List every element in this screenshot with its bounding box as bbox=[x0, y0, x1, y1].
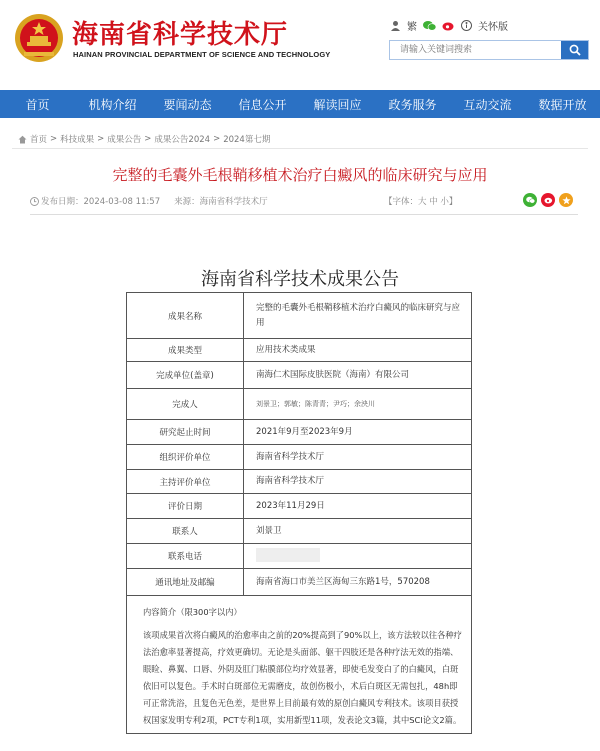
table-row bbox=[127, 519, 472, 544]
table-row bbox=[127, 420, 472, 445]
row-label: 研究起止时间 bbox=[127, 420, 244, 445]
breadcrumb-separator: > bbox=[213, 134, 221, 144]
intro-text: 该项成果首次将白癜风的治愈率由之前的20%提高到了90%以上，该方法较以往各种疗法治愈率显著提高，疗效更确切。无论是头面部、躯干四肢还是各种疗法无效的指端、眼睑、鼻翼、口唇、外阴及肛门粘膜部位均疗效显著，即使毛发变白了的白癜风，白斑依旧可以复色。手术时白斑部位无需磨皮，故创伤极小，术后白斑区无需包扎，48h即可正常洗浴，且复色无色差，是世界上目前最有效的原创白癜风专利技术。该项目获授权国家发明专利2项，PCT专利1项，实用新型11项，发表论文3篇，其中SCI论文2篇。 bbox=[143, 630, 462, 725]
row-label: 通讯地址及邮编 bbox=[127, 569, 244, 596]
user-icon[interactable] bbox=[390, 20, 401, 31]
search-button[interactable] bbox=[561, 41, 588, 59]
result-table bbox=[126, 292, 472, 734]
main-nav bbox=[0, 90, 600, 118]
redacted-phone bbox=[256, 548, 320, 562]
divider bbox=[12, 148, 588, 149]
wechat-icon[interactable] bbox=[423, 20, 436, 31]
row-label: 成果名称 bbox=[127, 293, 244, 339]
table-row bbox=[127, 445, 472, 470]
header-tools bbox=[390, 16, 508, 34]
document-title: 海南省科学技术成果公告 bbox=[201, 269, 399, 290]
article-source: 来源：海南省科学技术厅 bbox=[174, 197, 268, 207]
nav-item-interpretation[interactable]: 解读回应 bbox=[313, 97, 362, 112]
nav-item-info-disclosure[interactable]: 信息公开 bbox=[238, 97, 287, 112]
table-row bbox=[127, 362, 472, 389]
nav-item-news[interactable]: 要闻动态 bbox=[163, 97, 212, 112]
row-label: 完成单位(盖章) bbox=[127, 362, 244, 389]
table-row bbox=[127, 470, 472, 494]
site-header bbox=[0, 0, 600, 90]
weibo-icon[interactable] bbox=[442, 20, 455, 31]
row-value: 海南省科学技术厅 bbox=[244, 470, 472, 494]
table-row bbox=[127, 389, 472, 420]
clock-icon bbox=[30, 197, 39, 206]
publish-date: 发布日期：2024-03-08 11:57 bbox=[41, 197, 161, 207]
row-value: 海南省科学技术厅 bbox=[244, 445, 472, 470]
search-box bbox=[389, 40, 589, 60]
breadcrumb-separator: > bbox=[144, 134, 152, 144]
nav-item-open-data[interactable]: 数据开放 bbox=[538, 97, 587, 112]
row-label: 主持评价单位 bbox=[127, 470, 244, 494]
row-label: 联系人 bbox=[127, 519, 244, 544]
row-label: 组织评价单位 bbox=[127, 445, 244, 470]
breadcrumb-separator: > bbox=[50, 134, 58, 144]
breadcrumb-announcements[interactable]: 成果公告 bbox=[107, 135, 142, 145]
row-value: 海南省海口市美兰区海甸三东路1号，570208 bbox=[244, 569, 472, 596]
breadcrumb-announcements-2024[interactable]: 成果公告2024 bbox=[154, 135, 211, 145]
breadcrumb-separator: > bbox=[97, 134, 105, 144]
accessibility-icon[interactable] bbox=[461, 20, 472, 31]
article-meta bbox=[30, 195, 268, 207]
intro-cell bbox=[127, 596, 472, 734]
share-wechat-icon[interactable] bbox=[523, 193, 537, 207]
row-value: 完整的毛囊外毛根鞘移植术治疗白癜风的临床研究与应用 bbox=[244, 293, 472, 339]
breadcrumb-sci-achievements[interactable]: 科技成果 bbox=[60, 135, 95, 145]
table-row bbox=[127, 596, 472, 734]
national-emblem-logo bbox=[14, 12, 64, 64]
row-label: 联系电话 bbox=[127, 544, 244, 569]
table-row bbox=[127, 544, 472, 569]
row-label: 评价日期 bbox=[127, 494, 244, 519]
share-qzone-icon[interactable] bbox=[559, 193, 573, 207]
table-row bbox=[127, 494, 472, 519]
nav-item-home[interactable]: 首页 bbox=[25, 97, 50, 112]
search-icon bbox=[569, 44, 581, 56]
row-label: 完成人 bbox=[127, 389, 244, 420]
divider bbox=[30, 214, 578, 215]
font-size-switcher[interactable]: 【字体：大 中 小】 bbox=[384, 197, 458, 207]
breadcrumb-issue-7[interactable]: 2024第七期 bbox=[223, 135, 271, 145]
nav-item-interaction[interactable]: 互动交流 bbox=[463, 97, 512, 112]
home-icon bbox=[18, 135, 27, 144]
row-value bbox=[244, 544, 472, 569]
article-title: 完整的毛囊外毛根鞘移植术治疗白癜风的临床研究与应用 bbox=[112, 166, 488, 184]
intro-heading: 内容简介（限300字以内） bbox=[143, 607, 242, 617]
nav-item-about[interactable]: 机构介绍 bbox=[88, 97, 137, 112]
nav-item-services[interactable]: 政务服务 bbox=[388, 97, 437, 112]
share-weibo-icon[interactable] bbox=[541, 193, 555, 207]
row-value: 应用技术类成果 bbox=[244, 339, 472, 362]
row-value: 刘景卫 bbox=[244, 519, 472, 544]
table-row bbox=[127, 339, 472, 362]
row-value: 南海仁术国际皮肤医院（海南）有限公司 bbox=[244, 362, 472, 389]
care-mode-link[interactable]: 关怀版 bbox=[478, 21, 508, 33]
breadcrumb-home[interactable]: 首页 bbox=[30, 135, 48, 145]
row-value: 2023年11月29日 bbox=[244, 494, 472, 519]
breadcrumb bbox=[18, 133, 270, 145]
site-subtitle: HAINAN PROVINCIAL DEPARTMENT OF SCIENCE AND TECHNOLOGY bbox=[73, 50, 331, 59]
search-input[interactable] bbox=[390, 41, 562, 59]
traditional-chinese-link[interactable]: 繁 bbox=[407, 21, 417, 33]
table-row bbox=[127, 569, 472, 596]
row-label: 成果类型 bbox=[127, 339, 244, 362]
share-bar bbox=[523, 193, 573, 207]
row-value: 2021年9月至2023年9月 bbox=[244, 420, 472, 445]
site-title[interactable]: 海南省科学技术厅 bbox=[72, 20, 289, 50]
table-row bbox=[127, 293, 472, 339]
row-value: 刘景卫；郭敏；陈青青；尹巧；余泱川 bbox=[244, 389, 472, 420]
